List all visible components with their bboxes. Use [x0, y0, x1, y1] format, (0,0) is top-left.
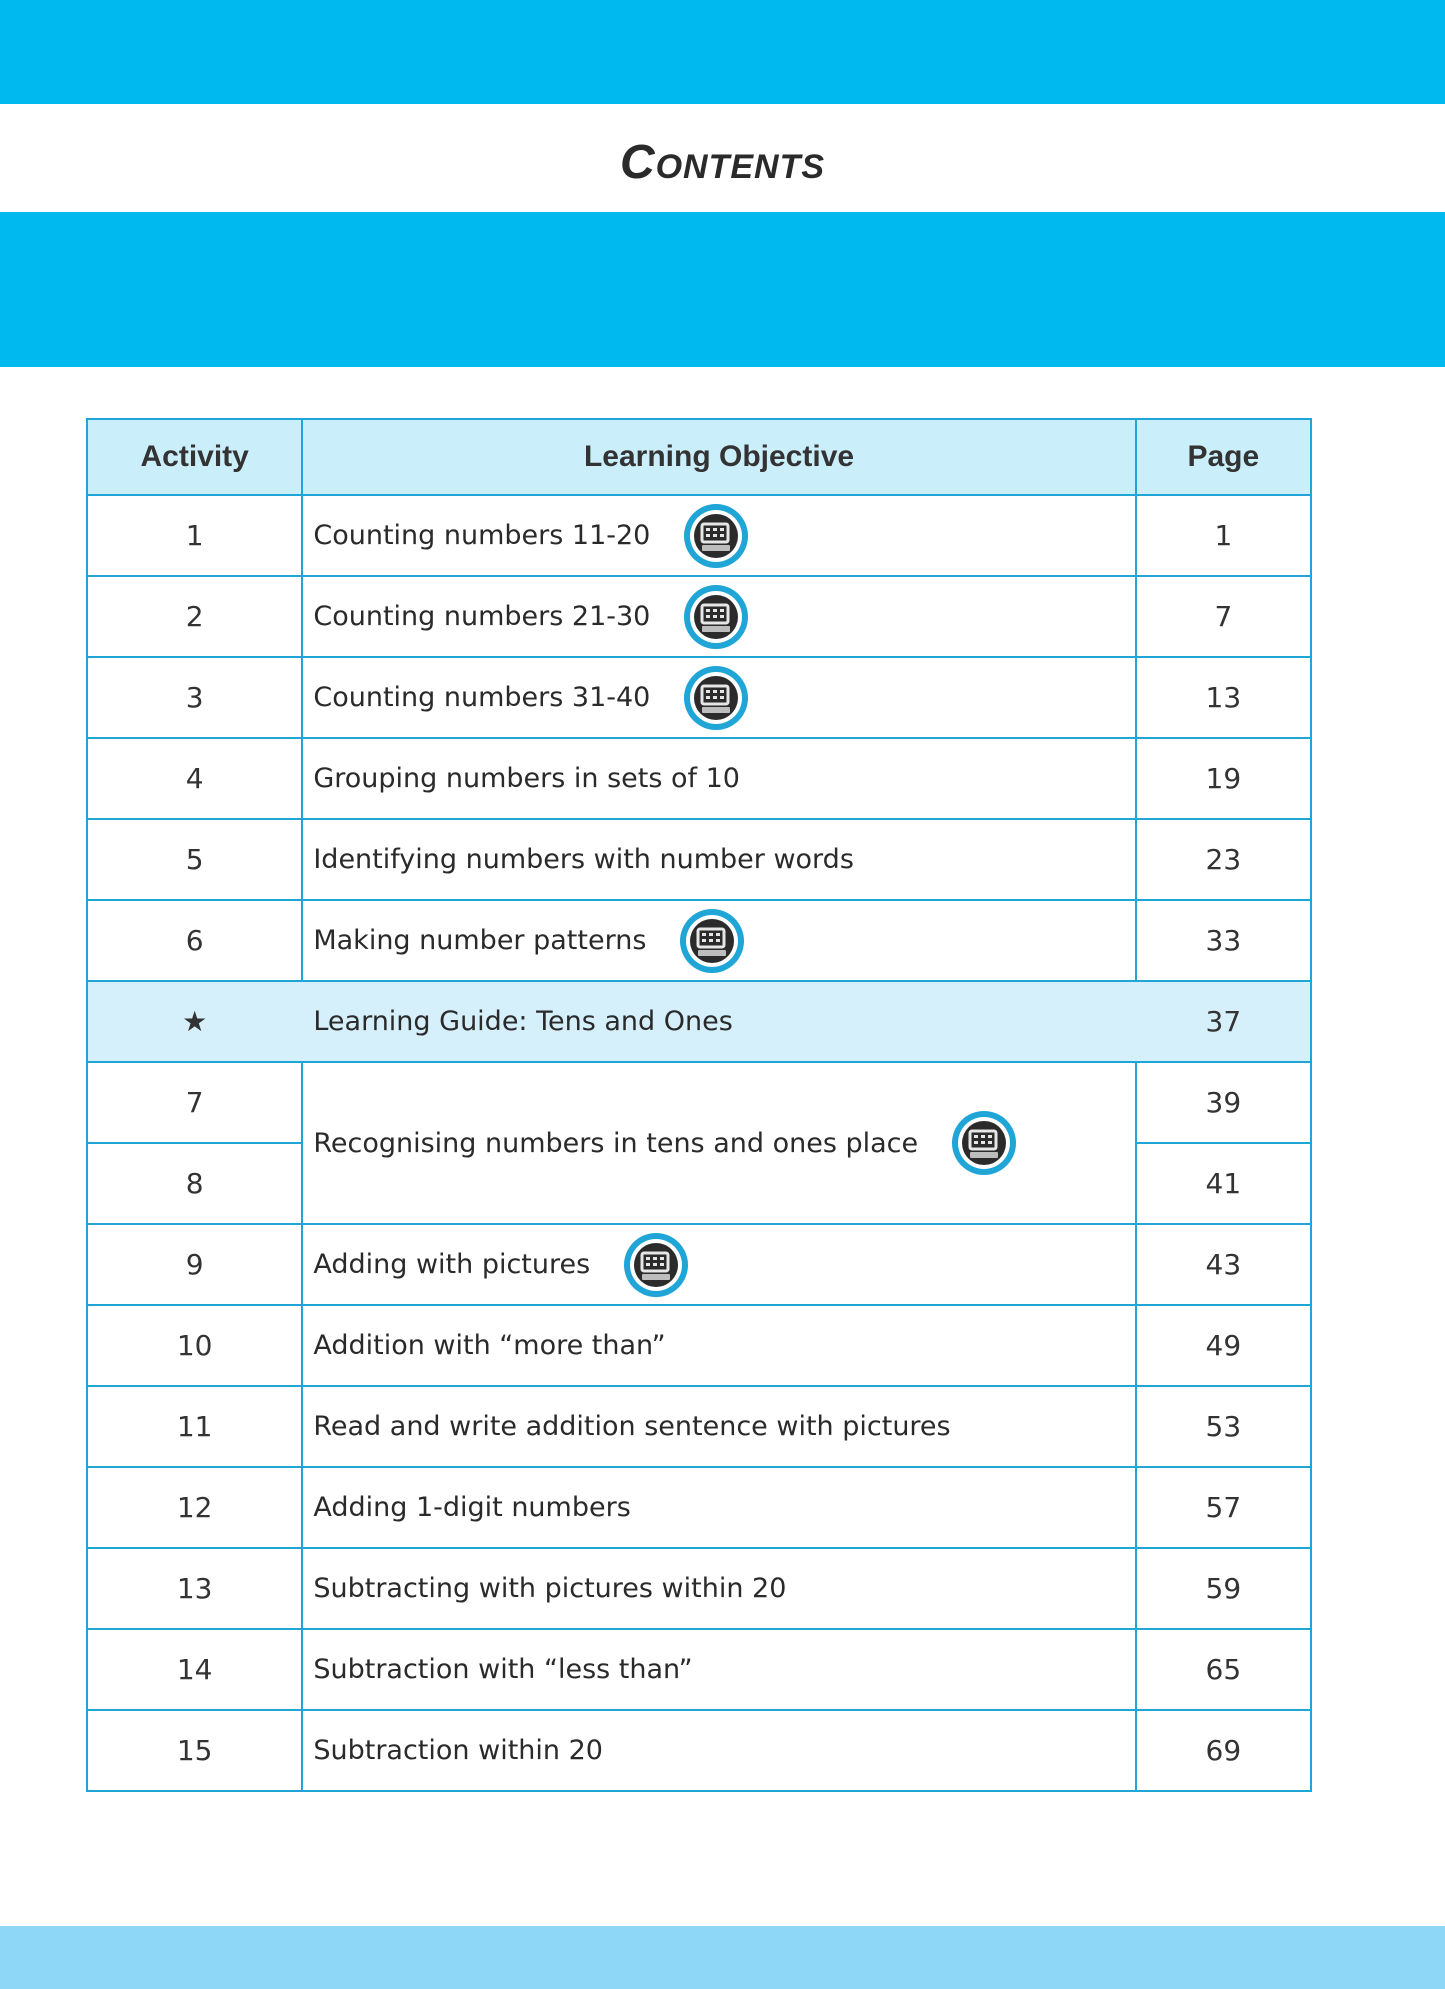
page-number: 19 — [1136, 738, 1311, 819]
page-number: 13 — [1136, 657, 1311, 738]
objective-text: Grouping numbers in sets of 10 — [313, 763, 740, 794]
table-header-row — [87, 419, 1311, 495]
page-number: 37 — [1136, 981, 1311, 1062]
activity-number: 7 — [87, 1062, 302, 1143]
page-number: 69 — [1136, 1710, 1311, 1791]
objective-cell — [302, 1467, 1135, 1548]
objective-cell — [302, 1548, 1135, 1629]
activity-number: 9 — [87, 1224, 302, 1305]
page-number: 57 — [1136, 1467, 1311, 1548]
objective-text: Subtraction within 20 — [313, 1735, 603, 1766]
activity-number: 14 — [87, 1629, 302, 1710]
activity-number: 4 — [87, 738, 302, 819]
table-row — [87, 576, 1311, 657]
bottom-band — [0, 1926, 1445, 1989]
objective-text: Subtraction with “less than” — [313, 1654, 693, 1685]
objective-cell — [302, 1629, 1135, 1710]
page-number: 59 — [1136, 1548, 1311, 1629]
activity-number: 11 — [87, 1386, 302, 1467]
table-row — [87, 1305, 1311, 1386]
objective-text: Read and write addition sentence with pictures — [313, 1411, 951, 1442]
learning-guide-row — [87, 981, 1311, 1062]
activity-number: 13 — [87, 1548, 302, 1629]
page-number: 43 — [1136, 1224, 1311, 1305]
page-number: 1 — [1136, 495, 1311, 576]
objective-text: Subtracting with pictures within 20 — [313, 1573, 787, 1604]
table-row — [87, 1386, 1311, 1467]
table-row — [87, 1710, 1311, 1791]
page-number: 41 — [1136, 1143, 1311, 1224]
page-number: 23 — [1136, 819, 1311, 900]
objective-cell — [302, 819, 1135, 900]
activity-number: 5 — [87, 819, 302, 900]
objective-cell — [302, 900, 1135, 981]
page-number: 33 — [1136, 900, 1311, 981]
page-number: 7 — [1136, 576, 1311, 657]
objective-text: Making number patterns — [313, 925, 647, 956]
header-activity: Activity — [87, 419, 302, 495]
objective-cell — [302, 1710, 1135, 1791]
objective-text: Recognising numbers in tens and ones place — [313, 1127, 919, 1159]
digital-resource-icon — [682, 664, 750, 732]
top-band — [0, 0, 1445, 104]
table-row — [87, 1467, 1311, 1548]
table-row — [87, 657, 1311, 738]
activity-number: 15 — [87, 1710, 302, 1791]
table-row — [87, 1548, 1311, 1629]
objective-cell — [302, 1062, 1135, 1224]
activity-number: 2 — [87, 576, 302, 657]
table-row — [87, 1224, 1311, 1305]
objective-cell — [302, 981, 1135, 1062]
digital-resource-icon — [622, 1231, 690, 1299]
objective-text: Counting numbers 31-40 — [313, 682, 651, 713]
objective-text: Addition with “more than” — [313, 1330, 666, 1361]
objective-cell — [302, 738, 1135, 819]
objective-cell — [302, 1305, 1135, 1386]
page-number: 53 — [1136, 1386, 1311, 1467]
objective-text: Learning Guide: Tens and Ones — [313, 1006, 733, 1037]
star-icon: ★ — [87, 981, 302, 1062]
header-learning-objective: Learning Objective — [302, 419, 1135, 495]
digital-resource-icon — [682, 502, 750, 570]
contents-table — [86, 418, 1312, 1792]
objective-cell — [302, 1224, 1135, 1305]
table-row — [87, 738, 1311, 819]
objective-cell — [302, 576, 1135, 657]
header-page: Page — [1136, 419, 1311, 495]
page-number: 65 — [1136, 1629, 1311, 1710]
table-row — [87, 1629, 1311, 1710]
objective-text: Adding 1-digit numbers — [313, 1492, 631, 1523]
objective-cell — [302, 495, 1135, 576]
page-title: Contents — [619, 136, 826, 189]
objective-cell — [302, 1386, 1135, 1467]
activity-number: 1 — [87, 495, 302, 576]
table-row — [87, 819, 1311, 900]
digital-resource-icon — [950, 1109, 1018, 1177]
activity-number: 8 — [87, 1143, 302, 1224]
objective-text: Counting numbers 11-20 — [313, 520, 651, 551]
objective-text: Identifying numbers with number words — [313, 844, 854, 875]
table-row — [87, 900, 1311, 981]
activity-number: 3 — [87, 657, 302, 738]
page-number: 49 — [1136, 1305, 1311, 1386]
objective-text: Adding with pictures — [313, 1249, 591, 1280]
page-number: 39 — [1136, 1062, 1311, 1143]
activity-number: 12 — [87, 1467, 302, 1548]
table-row — [87, 1062, 1311, 1143]
digital-resource-icon — [682, 583, 750, 651]
table-row — [87, 495, 1311, 576]
digital-resource-icon — [678, 907, 746, 975]
activity-number: 6 — [87, 900, 302, 981]
middle-band — [0, 212, 1445, 367]
objective-cell — [302, 657, 1135, 738]
objective-text: Counting numbers 21-30 — [313, 601, 651, 632]
activity-number: 10 — [87, 1305, 302, 1386]
